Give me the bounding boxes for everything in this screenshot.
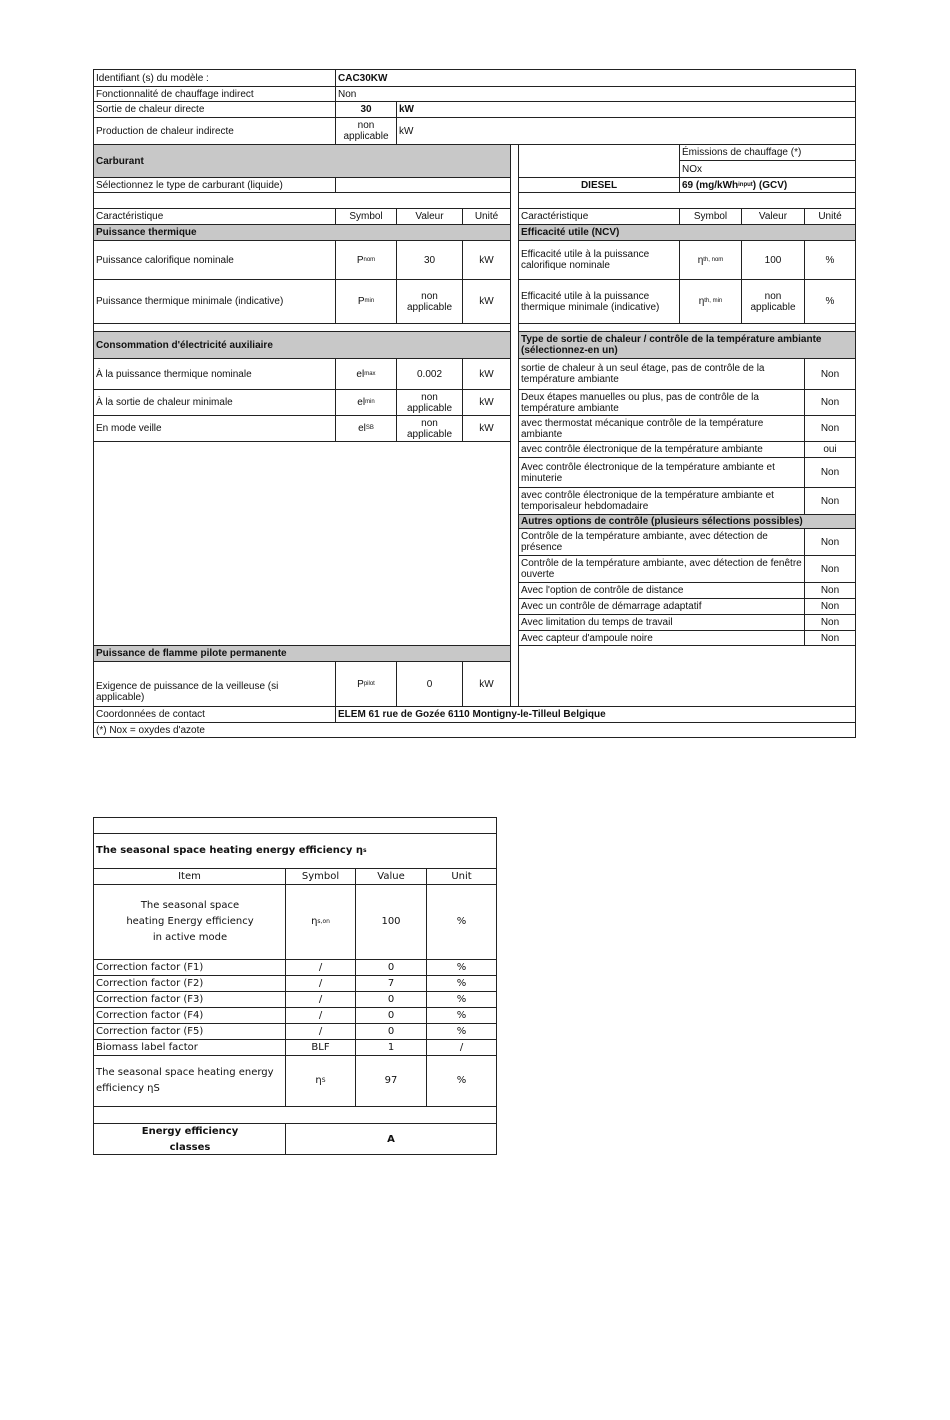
thermal-nominal-unit: kW	[479, 254, 494, 266]
heat-output-value-5: Non	[820, 467, 840, 478]
active-mode-value: 100	[381, 916, 401, 927]
efficiency-nominal-symbol: η th, nom	[697, 254, 724, 266]
right-header-characteristic: Caractéristique	[521, 211, 589, 222]
thermal-nominal-symbol: P nom	[356, 254, 376, 266]
other-option-label-6: Avec capteur d'ampoule noire	[521, 632, 653, 644]
efficiency-section-title: Efficacité utile (NCV)	[521, 227, 620, 238]
fuel-select-label: Sélectionnez le type de carburant (liquide)	[96, 179, 283, 191]
factor-f4-value: 0	[387, 1009, 395, 1021]
right-header-unit: Unité	[818, 211, 842, 222]
other-option-value-2: Non	[820, 563, 840, 575]
contact-label: Coordonnées de contact	[96, 709, 205, 720]
heat-output-label-2: Deux étapes manuelles ou plus, pas de contrôle de la température ambiante	[521, 391, 759, 414]
thermal-nominal-label: Puissance calorifique nominale	[96, 254, 234, 266]
factor-f5-unit: %	[456, 1025, 467, 1037]
aux-section-title: Consommation d'électricité auxiliaire	[96, 339, 273, 351]
seasonal-header-symbol: Symbol	[301, 870, 340, 882]
energy-class-label: Energy efficiency classes	[141, 1125, 239, 1153]
biomass-factor-unit: /	[459, 1041, 464, 1053]
aux-min-unit: kW	[479, 397, 494, 408]
pilot-section-title: Puissance de flamme pilote permanente	[96, 648, 287, 659]
other-option-value-1: Non	[820, 536, 840, 548]
aux-standby-symbol: el SB	[358, 423, 374, 434]
other-option-label-3: Avec l'option de contrôle de distance	[521, 585, 684, 596]
pilot-value: 0	[426, 678, 433, 690]
model-id-value: CAC30KW	[338, 72, 388, 84]
indirect-heat-unit: kW	[399, 125, 414, 137]
seasonal-title: The seasonal space heating energy efficiency η s	[96, 845, 367, 856]
factor-f5-symbol: /	[318, 1025, 323, 1037]
heat-output-value-6: Non	[820, 495, 840, 507]
efficiency-min-symbol: η th, min	[698, 296, 723, 307]
direct-heat-label: Sortie de chaleur directe	[96, 104, 205, 115]
factor-f1-label: Correction factor (F1)	[96, 961, 204, 973]
thermal-nominal-value: 30	[423, 254, 436, 266]
contact-value: ELEM 61 rue de Gozée 6110 Montigny-le-Tilleul Belgique	[338, 709, 606, 720]
heat-output-section-title: Type de sortie de chaleur / contrôle de la température ambiante (sélectionnez-en un)	[521, 334, 822, 356]
right-header-symbol: Symbol	[693, 211, 728, 222]
indirect-heating-value: Non	[338, 88, 357, 100]
footnote: (*) Nox = oxydes d'azote	[96, 724, 205, 736]
thermal-min-unit: kW	[479, 296, 494, 307]
thermal-min-value: non applicable	[406, 290, 453, 313]
active-mode-unit: %	[456, 916, 467, 927]
efficiency-min-label: Efficacité utile à la puissance thermique minimale (indicative)	[521, 290, 660, 313]
seasonal-result-value: 97	[384, 1075, 398, 1086]
heat-output-value-1: Non	[820, 368, 840, 380]
heat-output-value-3: Non	[820, 423, 840, 434]
nox-emission-value: 69 (mg/kWh input ) (GCV)	[682, 179, 788, 191]
factor-f3-symbol: /	[318, 993, 323, 1005]
biomass-factor-symbol: BLF	[311, 1041, 330, 1053]
heat-output-label-6: avec contrôle électronique de la température ambiante et temporisaleur hebdomadaire	[521, 490, 774, 512]
thermal-min-symbol: P min	[357, 296, 375, 307]
aux-nominal-unit: kW	[479, 368, 494, 380]
aux-standby-unit: kW	[479, 423, 494, 434]
fuel-section-title: Carburant	[96, 155, 144, 167]
factor-f4-label: Correction factor (F4)	[96, 1009, 204, 1021]
energy-class-value: A	[387, 1133, 395, 1145]
seasonal-header-unit: Unit	[451, 870, 472, 882]
biomass-factor-value: 1	[387, 1041, 395, 1053]
heat-output-label-1: sortie de chaleur à un seul étage, pas de contrôle de la température ambiante	[521, 363, 765, 385]
other-option-label-2: Contrôle de la température ambiante, avec détection de fenêtre ouverte	[521, 558, 802, 580]
seasonal-header-value: Value	[377, 870, 405, 882]
other-options-section-title: Autres options de contrôle (plusieurs sélections possibles)	[521, 516, 803, 527]
left-header-symbol: Symbol	[349, 211, 383, 222]
direct-heat-value: 30	[360, 104, 372, 115]
left-header-unit: Unité	[474, 211, 499, 222]
seasonal-result-symbol: η S	[315, 1075, 326, 1086]
aux-nominal-label: À la puissance thermique nominale	[96, 368, 252, 380]
indirect-heat-label: Production de chaleur indirecte	[96, 125, 234, 137]
factor-f3-unit: %	[456, 993, 467, 1005]
efficiency-nominal-label: Efficacité utile à la puissance calorifique nominale	[521, 249, 650, 271]
fuel-type-value: DIESEL	[580, 179, 618, 191]
aux-standby-value: non applicable	[406, 417, 453, 440]
pilot-symbol: P pilot	[357, 678, 375, 690]
pilot-label: Exigence de puissance de la veilleuse (si applicable)	[96, 681, 279, 703]
factor-f1-value: 0	[387, 961, 395, 973]
other-option-label-4: Avec un contrôle de démarrage adaptatif	[521, 601, 702, 612]
factor-f2-symbol: /	[318, 977, 323, 989]
factor-f2-label: Correction factor (F2)	[96, 977, 204, 989]
other-option-label-5: Avec limitation du temps de travail	[521, 617, 673, 628]
other-option-value-4: Non	[820, 601, 840, 612]
heat-output-value-4: oui	[823, 444, 837, 455]
emissions-label: Émissions de chauffage (*)	[682, 147, 802, 158]
heat-output-label-5: Avec contrôle électronique de la température ambiante et minuterie	[521, 461, 775, 484]
active-mode-label: The seasonal space heating Energy efficiency in active mode	[126, 900, 254, 943]
other-option-value-6: Non	[820, 632, 840, 644]
indirect-heating-label: Fonctionnalité de chauffage indirect	[96, 88, 254, 100]
factor-f5-label: Correction factor (F5)	[96, 1025, 204, 1037]
factor-f4-symbol: /	[318, 1009, 323, 1021]
factor-f3-value: 0	[387, 993, 395, 1005]
active-mode-symbol: η s,on	[311, 916, 330, 927]
aux-min-label: À la sortie de chaleur minimale	[96, 397, 233, 408]
factor-f1-unit: %	[456, 961, 467, 973]
right-header-value: Valeur	[758, 211, 788, 222]
seasonal-header-item: Item	[178, 870, 201, 882]
biomass-factor-label: Biomass label factor	[96, 1041, 198, 1053]
left-header-characteristic: Caractéristique	[96, 211, 164, 222]
factor-f3-label: Correction factor (F3)	[96, 993, 204, 1005]
aux-min-symbol: el min	[357, 397, 375, 408]
left-header-value: Valeur	[415, 211, 444, 222]
factor-f2-value: 7	[387, 977, 395, 989]
thermal-section-title: Puissance thermique	[96, 227, 197, 238]
thermal-min-label: Puissance thermique minimale (indicative)	[96, 296, 284, 307]
other-option-label-1: Contrôle de la température ambiante, avec détection de présence	[521, 531, 768, 553]
efficiency-nominal-unit: %	[825, 254, 835, 266]
factor-f4-unit: %	[456, 1009, 467, 1021]
pilot-unit: kW	[479, 678, 494, 690]
aux-nominal-symbol: el max	[356, 368, 376, 380]
heat-output-value-2: Non	[820, 397, 840, 408]
heat-output-label-3: avec thermostat mécanique contrôle de la température ambiante	[521, 417, 764, 440]
factor-f2-unit: %	[456, 977, 467, 989]
indirect-heat-value: non applicable	[343, 120, 389, 142]
model-id-label: Identifiant (s) du modèle :	[96, 72, 209, 84]
aux-nominal-value: 0.002	[416, 368, 443, 380]
aux-standby-label: En mode veille	[96, 423, 162, 434]
nox-label: NOx	[682, 163, 702, 175]
efficiency-min-value: non applicable	[750, 290, 796, 313]
heat-output-label-4: avec contrôle électronique de la température ambiante	[521, 444, 763, 455]
direct-heat-unit: kW	[399, 104, 414, 115]
other-option-value-3: Non	[820, 585, 840, 596]
factor-f1-symbol: /	[318, 961, 323, 973]
other-option-value-5: Non	[820, 617, 840, 628]
aux-min-value: non applicable	[406, 391, 453, 414]
efficiency-nominal-value: 100	[764, 254, 782, 266]
factor-f5-value: 0	[387, 1025, 395, 1037]
seasonal-result-unit: %	[456, 1075, 467, 1086]
efficiency-min-unit: %	[825, 296, 835, 307]
seasonal-result-label: The seasonal space heating energy efficiency ηS	[96, 1067, 274, 1094]
